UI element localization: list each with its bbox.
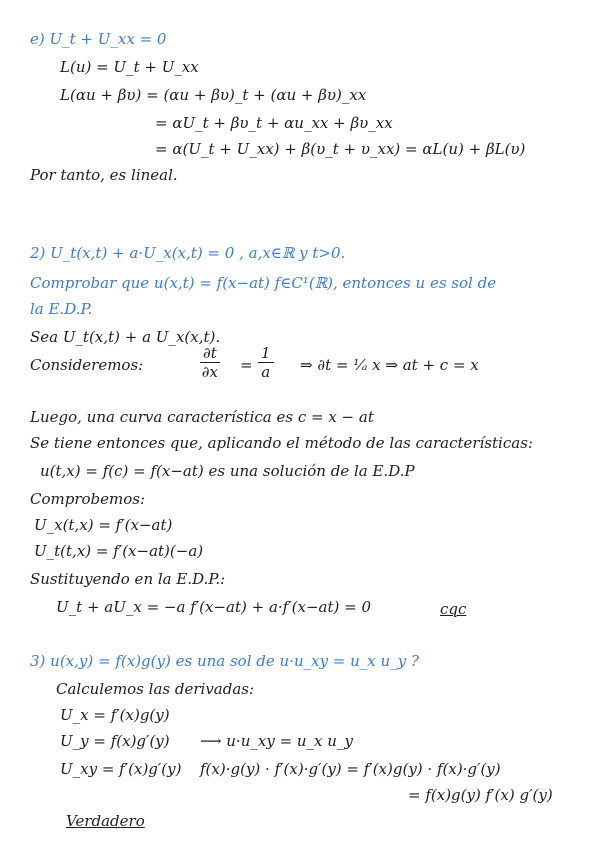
fraction-dt-dx-denominator: ∂x	[201, 363, 218, 381]
section-2-ux: U_x(t,x) = f′(x−at)	[34, 516, 173, 534]
section-2-ut: U_t(t,x) = f′(x−at)(−a)	[34, 542, 204, 560]
section-3-check-line: f(x)·g(y) · f′(x)·g′(y) = f′(x)g(y) · f(x)·g′(y)	[200, 760, 501, 778]
section-2-solucion: u(t,x) = f(c) = f(x−at) es una solución de la E.D.P	[40, 462, 415, 480]
section-e-header: e) U_t + U_xx = 0	[30, 30, 167, 48]
fraction-1-a-numerator: 1	[258, 344, 274, 363]
section-2-luego: Luego, una curva característica es c = x − at	[30, 408, 374, 426]
section-3-arrow-equation: ⟶ u·u_xy = u_x u_y	[200, 732, 353, 750]
section-3-verdict: Verdadero	[66, 812, 145, 830]
section-2-comprobemos: Comprobemos:	[30, 490, 146, 508]
fraction-dt-dx	[200, 344, 220, 381]
section-e-line4: = α(U_t + U_xx) + β(υ_t + υ_xx) = αL(u) + βL(υ)	[155, 140, 526, 158]
section-2-sustituyendo: Sustituyendo en la E.D.P.:	[30, 570, 226, 588]
section-2-prompt-line1: Comprobar que u(x,t) = f(x−at) f∈C¹(ℝ), entonces u es sol de	[30, 274, 497, 292]
fraction-dt-dx-numerator: ∂t	[200, 344, 220, 363]
section-2-header: 2) U_t(x,t) + a·U_x(x,t) = 0 , a,x∈ℝ y t>0.	[30, 244, 346, 262]
section-e-conclusion: Por tanto, es lineal.	[30, 166, 178, 184]
section-3-uxy: U_xy = f′(x)g′(y)	[60, 760, 182, 778]
section-3-header: 3) u(x,y) = f(x)g(y) es una sol de u·u_xy = u_x u_y ?	[30, 652, 419, 670]
section-e-line1: L(u) = U_t + U_xx	[60, 58, 199, 76]
section-3-ux: U_x = f′(x)g(y)	[60, 706, 170, 724]
section-e-line3: = αU_t + βυ_t + αu_xx + βυ_xx	[155, 114, 393, 132]
section-2-consideremos: Consideremos:	[30, 356, 144, 374]
section-3-uy: U_y = f(x)g′(y)	[60, 732, 170, 750]
section-3-check-line2: = f(x)g(y) f′(x) g′(y)	[408, 786, 553, 804]
section-3-calculemos: Calculemos las derivadas:	[56, 680, 255, 698]
section-2-implies: ⇒ ∂t = ¹⁄ₐ x ⇒ at + c = x	[300, 356, 479, 374]
section-2-se-tiene: Se tiene entonces que, aplicando el método de las características:	[30, 434, 533, 452]
section-e-line2: L(αu + βυ) = (αu + βυ)_t + (αu + βυ)_xx	[60, 86, 367, 104]
section-2-sea: Sea U_t(x,t) + a U_x(x,t).	[30, 328, 221, 346]
fraction-1-a-denominator: a	[261, 363, 271, 381]
fraction-equals: =	[240, 356, 253, 374]
fraction-1-a	[258, 344, 274, 381]
section-2-final-equation: U_t + aU_x = −a f′(x−at) + a·f′(x−at) = 0	[56, 598, 371, 616]
section-2-prompt-line2: la E.D.P.	[30, 300, 93, 318]
section-2-cqc: cqc	[440, 600, 467, 618]
